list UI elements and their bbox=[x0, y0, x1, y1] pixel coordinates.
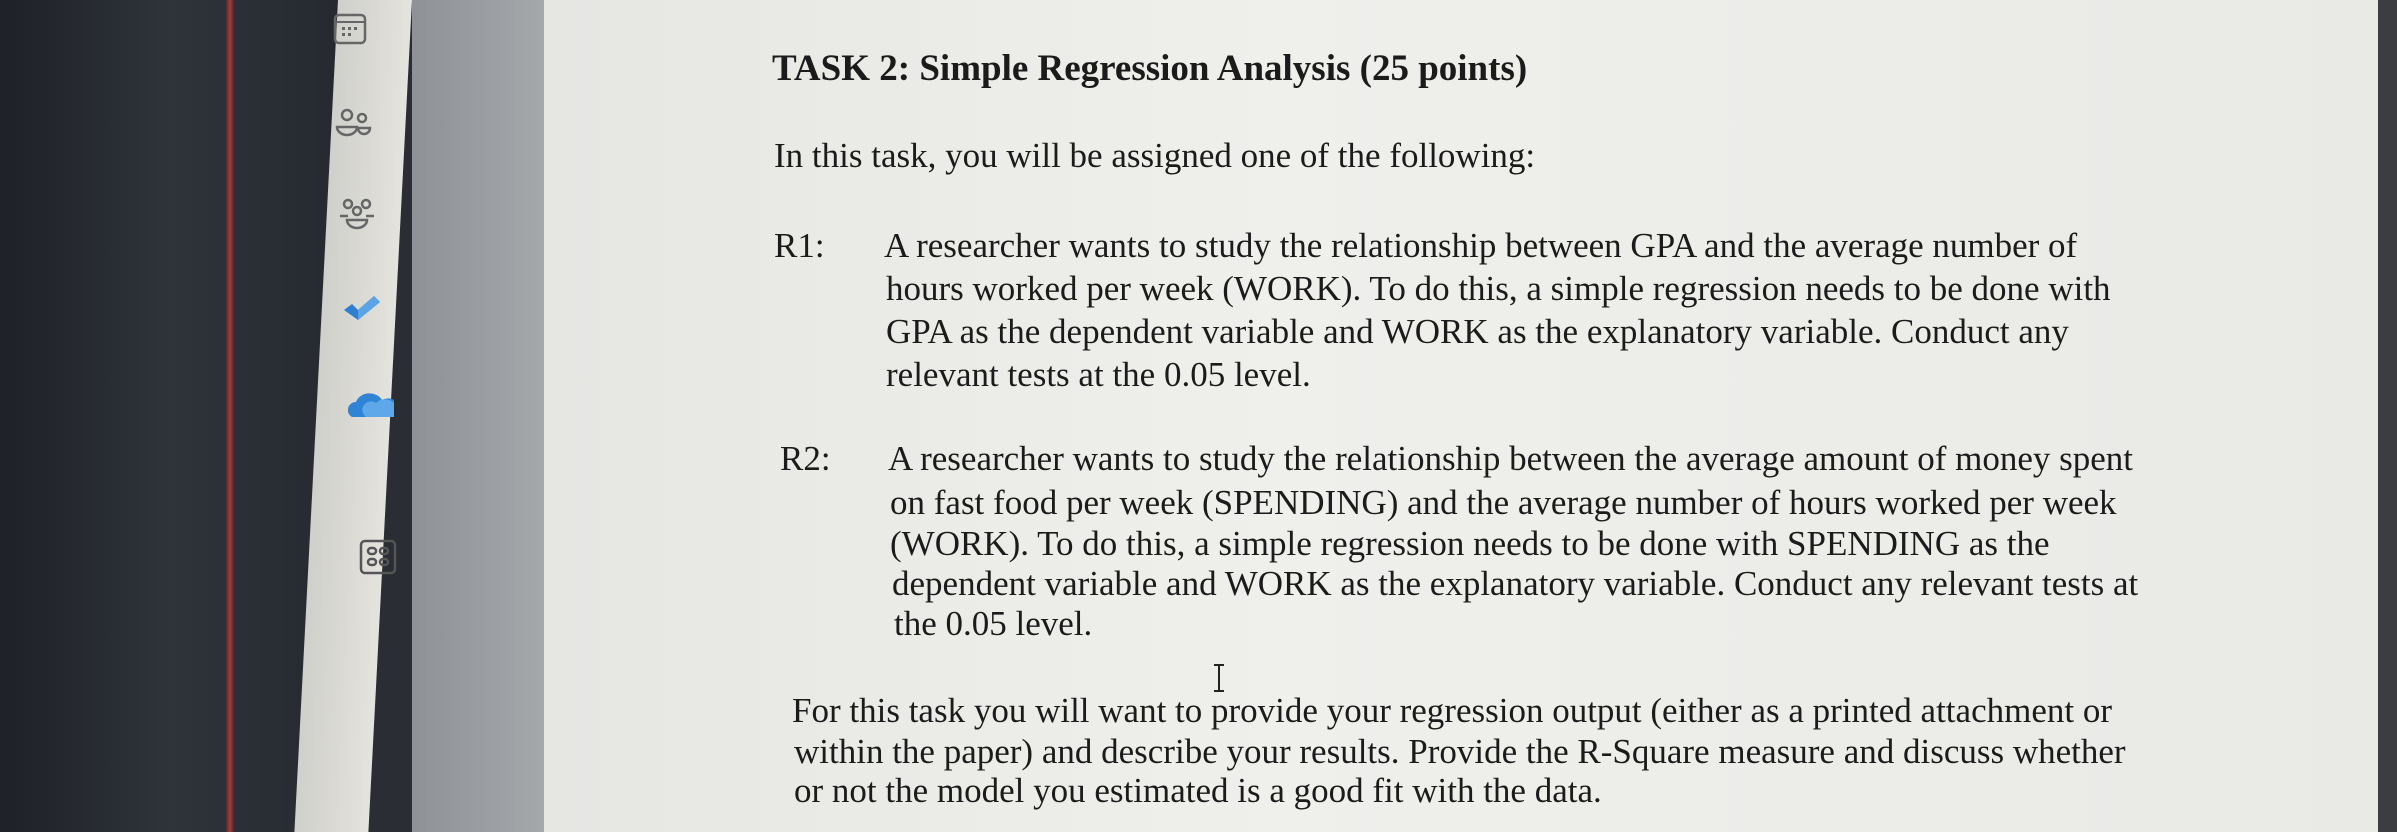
closing-line: or not the model you estimated is a good fit with the data. bbox=[794, 771, 1602, 810]
r1-line: hours worked per week (WORK). To do this, a simple regression needs to be done with bbox=[886, 269, 2111, 308]
calendar-icon[interactable] bbox=[331, 10, 371, 50]
intro-text: In this task, you will be assigned one of the following: bbox=[774, 136, 1536, 175]
onedrive-cloud-icon[interactable] bbox=[348, 385, 394, 425]
closing-line: For this task you will want to provide your regression output (either as a printed attachment or bbox=[792, 691, 2112, 730]
window-edge bbox=[2378, 0, 2397, 832]
r1-line: A researcher wants to study the relationship between GPA and the average number of bbox=[884, 226, 2078, 265]
closing-line: within the paper) and describe your results. Provide the R-Square measure and discuss whether bbox=[794, 732, 2126, 771]
r2-label: R2: bbox=[780, 439, 831, 478]
text-cursor-icon bbox=[1212, 664, 1226, 692]
r2-line: the 0.05 level. bbox=[894, 604, 1093, 643]
apps-grid-icon[interactable] bbox=[358, 538, 398, 578]
todo-check-icon[interactable] bbox=[342, 288, 382, 328]
r2-line: dependent variable and WORK as the explanatory variable. Conduct any relevant tests at bbox=[892, 564, 2139, 603]
background-desk bbox=[0, 0, 340, 832]
r1-line: GPA as the dependent variable and WORK as the explanatory variable. Conduct any bbox=[886, 312, 2069, 351]
r1-line: relevant tests at the 0.05 level. bbox=[886, 355, 1311, 394]
people-icon[interactable] bbox=[334, 105, 374, 145]
task-title: TASK 2: Simple Regression Analysis (25 points) bbox=[772, 48, 1528, 89]
red-edge bbox=[226, 0, 234, 832]
community-icon[interactable] bbox=[338, 196, 378, 236]
r1-label: R1: bbox=[774, 226, 825, 265]
r2-line: A researcher wants to study the relationship between the average amount of money spent bbox=[888, 439, 2134, 478]
r2-line: (WORK). To do this, a simple regression needs to be done with SPENDING as the bbox=[890, 524, 2050, 563]
r2-line: on fast food per week (SPENDING) and the average number of hours worked per week bbox=[890, 483, 2117, 522]
gutter bbox=[412, 0, 544, 832]
